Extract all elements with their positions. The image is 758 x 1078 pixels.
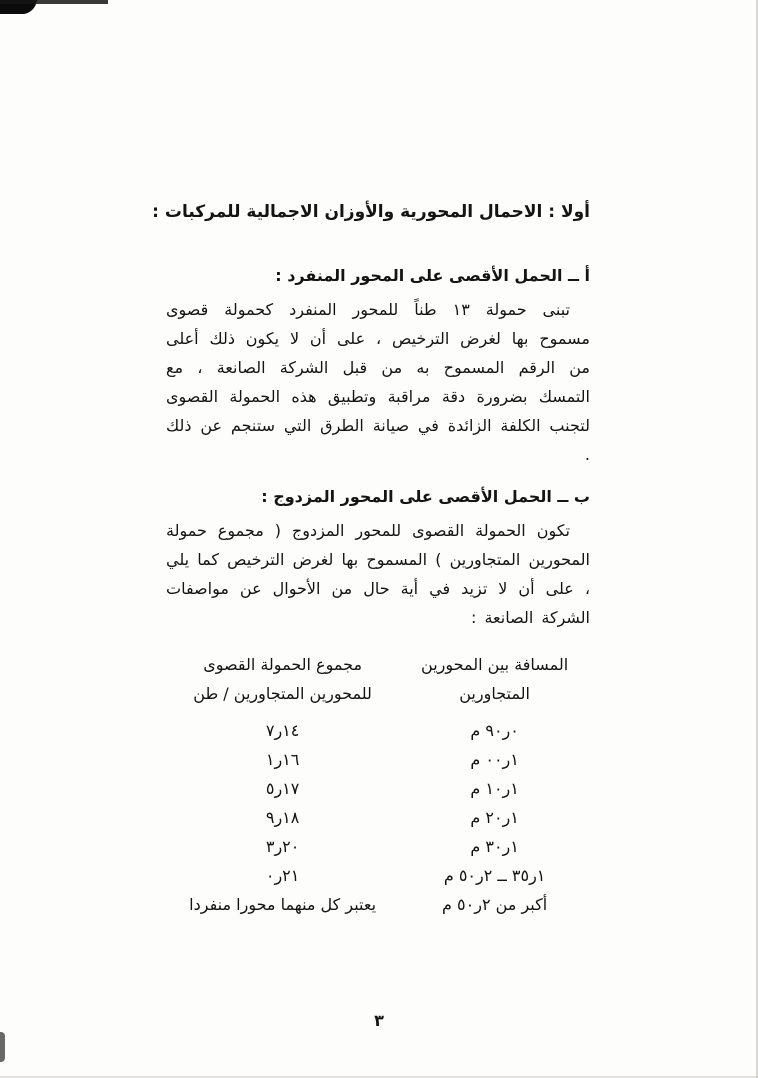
distance-cell: ١ر١٠ م: [470, 779, 519, 798]
distance-cell: ١ر٣٥ ــ ٢ر٥٠ م: [443, 866, 546, 885]
distance-cell: ١ر٢٠ م: [470, 808, 519, 827]
section-b-paragraph: تكون الحمولة القصوى للمحور المزدوج ( مجموع حمولة المحورين المتجاورين ) المسموح بها لغرض الترخيص كما يلي ، على أن لا تزيد في أية حال من الأحوال عن مواصفات الشركة الصانعة :: [166, 521, 590, 627]
axle-table-body: [166, 716, 590, 919]
table-row: [166, 803, 590, 832]
section-tandem-axle: [166, 487, 590, 632]
load-cell: ١٨ر٩: [265, 808, 300, 827]
load-cell: ١٤ر٧: [265, 721, 300, 740]
table-row: [166, 774, 590, 803]
distance-cell: ١ر٠٠ م: [470, 750, 519, 769]
table-row: [166, 745, 590, 774]
load-cell: ٢١ر٠: [265, 866, 300, 885]
axle-table-header: [166, 650, 590, 716]
column-header-load: [166, 650, 399, 716]
column-header-distance-line2: المتجاورين: [459, 684, 530, 703]
table-row: [166, 890, 590, 919]
section-a-paragraph: تبنى حمولة ١٣ طناً للمحور المنفرد كحمولة قصوى مسموح بها لغرض الترخيص ، على أن لا يكون ذلك أعلى من الرقم المسموح به من قبل الشركة الصانعة ، مع التمسك بضرورة دقة مراقبة وتطبيق هذه الحمولة القصوى لتجنب الكلفة الزائدة في صيانة الطرق التي ستنجم عن ذلك .: [166, 300, 590, 464]
scan-artifact-bottom-left: [0, 1032, 5, 1062]
document-title: أولا : الاحمال المحورية والأوزان الاجمالية للمركبات :: [152, 202, 590, 222]
section-single-axle: [166, 266, 590, 469]
distance-cell: ٠ر٩٠ م: [470, 721, 519, 740]
header-row: [166, 650, 590, 716]
distance-cell: ١ر٣٠ م: [470, 837, 519, 856]
column-header-distance-line1: المسافة بين المحورين: [421, 655, 569, 674]
scan-artifact-top-edge: [0, 0, 108, 4]
load-cell: يعتبر كل منهما محورا منفردا: [189, 895, 377, 914]
section-b-heading: ب ــ الحمل الأقصى على المحور المزدوج :: [261, 487, 590, 506]
page-number: ٣: [374, 1011, 384, 1030]
axle-load-table: [166, 650, 590, 919]
section-a-heading: أ ــ الحمل الأقصى على المحور المنفرد :: [275, 266, 590, 285]
load-cell: ١٧ر٥: [265, 779, 300, 798]
page-content: [152, 202, 590, 919]
table-row: [166, 861, 590, 890]
column-header-distance: [399, 650, 590, 716]
load-cell: ٢٠ر٣: [265, 837, 300, 856]
column-header-load-line1: مجموع الحمولة القصوى: [203, 655, 363, 674]
table-row: [166, 832, 590, 861]
column-header-load-line2: للمحورين المتجاورين / طن: [193, 684, 372, 703]
table-row: [166, 716, 590, 745]
load-cell: ١٦ر١: [265, 750, 300, 769]
distance-cell: أكبر من ٢ر٥٠ م: [442, 895, 548, 914]
scan-artifact-top-left: [0, 0, 37, 14]
